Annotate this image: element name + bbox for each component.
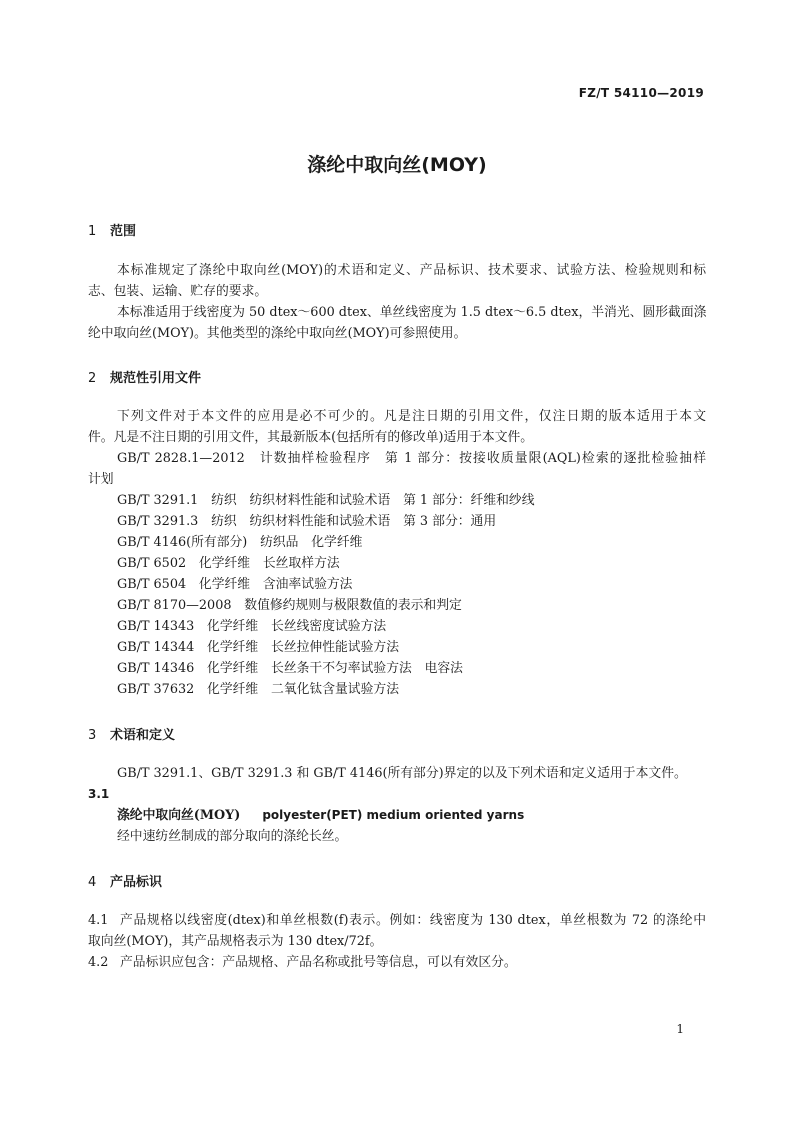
reference-item: GB/T 37632 化学纤维 二氧化钛含量试验方法 — [117, 682, 399, 697]
clause-text: 产品规格以线密度(dtex)和单丝根数(f)表示。例如：线密度为 130 dtex，单丝根数为 72 的涤纶中 — [120, 913, 706, 928]
section-4-heading — [88, 871, 162, 890]
term-chinese: 涤纶中取向丝(MOY) — [117, 808, 241, 823]
reference-item: GB/T 4146(所有部分) 纺织品 化学纤维 — [117, 535, 363, 550]
subclause-number: 3.1 — [88, 787, 110, 801]
reference-item: GB/T 3291.1 纺织 纺织材料性能和试验术语 第 1 部分：纤维和纱线 — [117, 493, 535, 508]
section-1-heading — [88, 220, 136, 239]
clause-4-1-line2: 取向丝(MOY)，其产品规格表示为 130 dtex/72f。 — [88, 934, 383, 949]
clause-number: 4.1 — [88, 913, 109, 928]
section-number: 3 — [88, 728, 97, 743]
s1-p1-line2: 志、包装、运输、贮存的要求。 — [88, 284, 268, 299]
reference-item: GB/T 14343 化学纤维 长丝线密度试验方法 — [117, 619, 387, 634]
section-2-heading — [88, 367, 201, 386]
reference-item: GB/T 14344 化学纤维 长丝拉伸性能试验方法 — [117, 640, 399, 655]
reference-item: GB/T 3291.3 纺织 纺织材料性能和试验术语 第 3 部分：通用 — [117, 514, 497, 529]
section-3-heading — [88, 724, 175, 743]
reference-item-continuation: 计划 — [88, 472, 114, 487]
s2-p1-line2: 件。凡是不注日期的引用文件，其最新版本(包括所有的修改单)适用于本文件。 — [88, 430, 534, 445]
section-title: 术语和定义 — [110, 728, 176, 743]
section-number: 4 — [88, 875, 97, 890]
term-entry — [117, 805, 524, 826]
s2-p1-line1: 下列文件对于本文件的应用是必不可少的。凡是注日期的引用文件，仅注日期的版本适用于本文 — [117, 409, 706, 424]
term-english: polyester(PET) medium oriented yarns — [262, 808, 525, 822]
s1-p1-line1: 本标准规定了涤纶中取向丝(MOY)的术语和定义、产品标识、技术要求、试验方法、检验规则和标 — [117, 263, 706, 278]
s1-p2-line1: 本标准适用于线密度为 50 dtex～600 dtex、单丝线密度为 1.5 dtex～6.5 dtex，半消光、圆形截面涤 — [117, 305, 707, 320]
s1-p2-line2: 纶中取向丝(MOY)。其他类型的涤纶中取向丝(MOY)可参照使用。 — [88, 326, 467, 341]
section-title: 范围 — [110, 224, 137, 239]
clause-text: 产品标识应包含：产品规格、产品名称或批号等信息，可以有效区分。 — [120, 955, 517, 970]
standard-number: FZ/T 54110—2019 — [578, 86, 704, 100]
normative-references-list — [88, 448, 706, 700]
reference-item: GB/T 2828.1—2012 计数抽样检验程序 第 1 部分：按接收质量限(AQL)检索的逐批检验抽样 — [117, 451, 706, 466]
reference-item: GB/T 6502 化学纤维 长丝取样方法 — [117, 556, 340, 571]
section-number: 2 — [88, 371, 97, 386]
document-title: 涤纶中取向丝(MOY) — [307, 154, 487, 176]
reference-item: GB/T 8170—2008 数值修约规则与极限数值的表示和判定 — [117, 598, 462, 613]
s3-p1: GB/T 3291.1、GB/T 3291.3 和 GB/T 4146(所有部分)界定的以及下列术语和定义适用于本文件。 — [117, 766, 687, 781]
clause-4-1-line1 — [88, 910, 706, 931]
section-title: 产品标识 — [110, 875, 163, 890]
page-number: 1 — [676, 1022, 684, 1036]
section-number: 1 — [88, 224, 97, 239]
term-definition: 经中速纺丝制成的部分取向的涤纶长丝。 — [117, 829, 348, 844]
reference-item: GB/T 6504 化学纤维 含油率试验方法 — [117, 577, 353, 592]
clause-4-2 — [88, 952, 517, 973]
section-title: 规范性引用文件 — [110, 371, 202, 386]
clause-number: 4.2 — [88, 955, 109, 970]
reference-item: GB/T 14346 化学纤维 长丝条干不匀率试验方法 电容法 — [117, 661, 463, 676]
